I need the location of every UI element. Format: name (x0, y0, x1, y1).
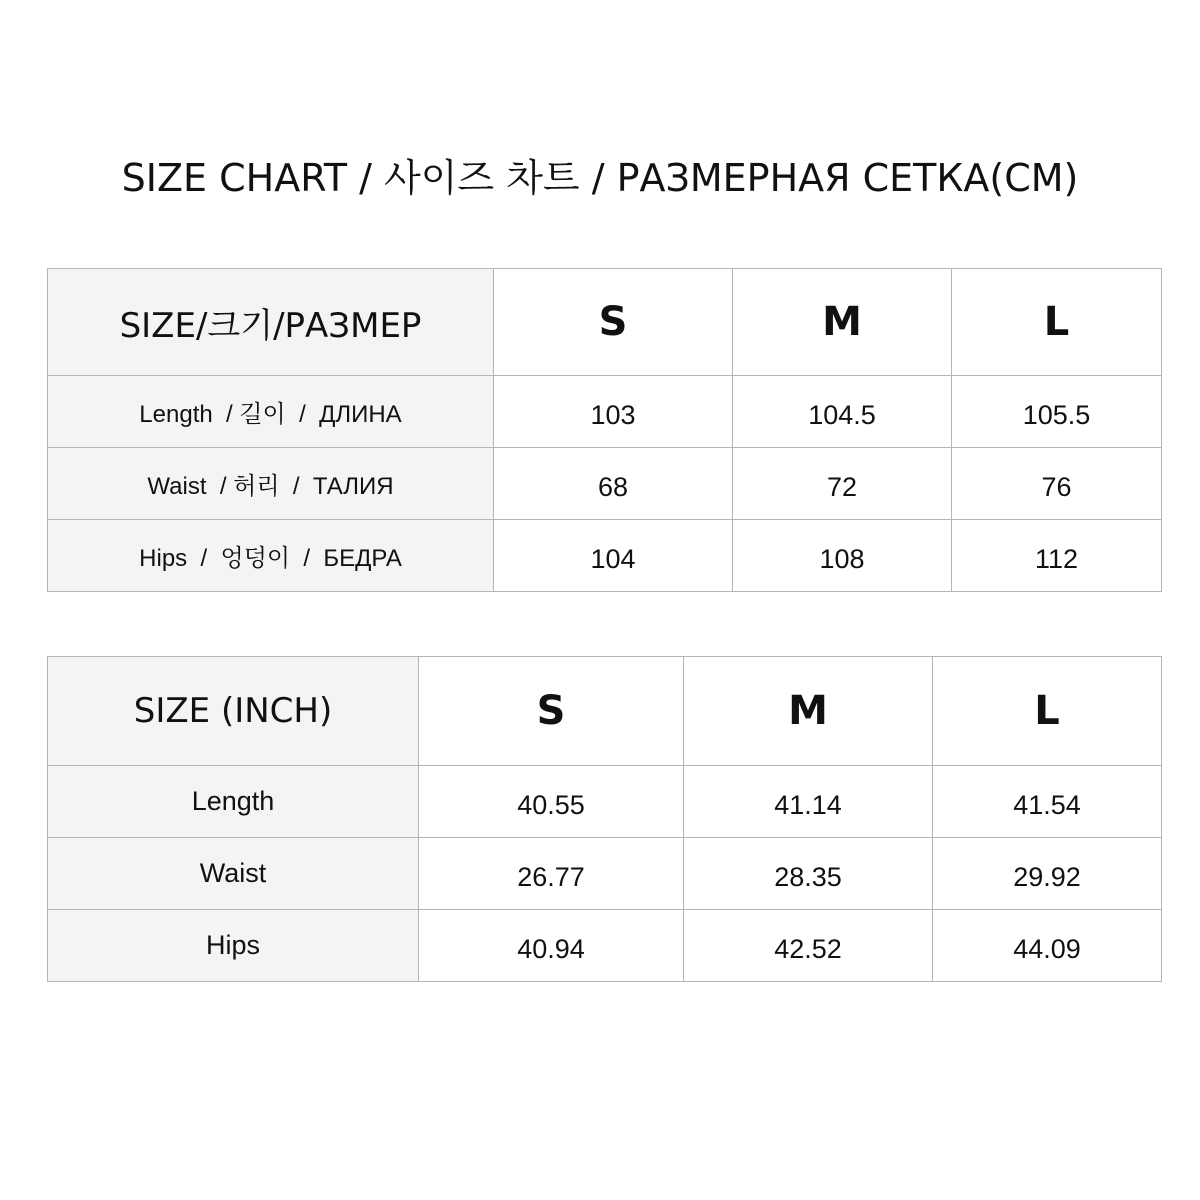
cell-value: 41.54 (1013, 790, 1081, 820)
table-row-waist (48, 448, 1162, 520)
table-cell (733, 376, 952, 448)
table-cell (952, 520, 1162, 592)
table-cell (952, 376, 1162, 448)
row-label-hips: Hips / 엉덩이 / БЕДРА (139, 545, 402, 572)
table-row-hips (48, 520, 1162, 592)
row-label-cell (48, 838, 419, 910)
cell-value: 104.5 (808, 400, 876, 430)
size-label-l: L (1043, 299, 1070, 345)
cell-value: 28.35 (774, 862, 842, 892)
header-label-cell (48, 657, 419, 766)
row-label-cell (48, 766, 419, 838)
size-column-l (933, 657, 1162, 766)
table-cell (733, 448, 952, 520)
size-label-s: S (598, 299, 628, 345)
table-header-row (48, 269, 1162, 376)
table-row-hips (48, 910, 1162, 982)
table-row-length (48, 766, 1162, 838)
row-label-waist: Waist / 허리 / ТАЛИЯ (147, 473, 394, 500)
table-row-waist (48, 838, 1162, 910)
row-label-length: Length / 길이 / ДЛИНА (139, 401, 402, 428)
row-label-cell (48, 448, 494, 520)
row-label-cell (48, 376, 494, 448)
size-column-s (494, 269, 733, 376)
table-cell (933, 910, 1162, 982)
page-title: SIZE CHART / 사이즈 차트 / РАЗМЕРНАЯ СЕТКА(CM) (121, 156, 1079, 200)
cell-value: 40.94 (517, 934, 585, 964)
cell-value: 44.09 (1013, 934, 1081, 964)
table-cell (952, 448, 1162, 520)
cell-value: 29.92 (1013, 862, 1081, 892)
row-label-cell (48, 520, 494, 592)
table-cell (419, 910, 684, 982)
row-label-hips: Hips (205, 930, 260, 960)
cell-value: 112 (1034, 544, 1079, 574)
cell-value: 42.52 (774, 934, 842, 964)
size-label-s: S (536, 688, 566, 734)
table-cell (494, 448, 733, 520)
cell-value: 26.77 (517, 862, 585, 892)
row-label-length: Length (191, 786, 275, 816)
size-chart-cm-table (47, 268, 1162, 592)
table-cell (494, 376, 733, 448)
cell-value: 76 (1041, 472, 1072, 502)
table-row-length (48, 376, 1162, 448)
table-cell (419, 766, 684, 838)
table-cell (419, 838, 684, 910)
table-header-row (48, 657, 1162, 766)
table-cell (684, 910, 933, 982)
header-label-cell (48, 269, 494, 376)
cell-value: 103 (590, 400, 636, 430)
size-column-m (684, 657, 933, 766)
size-column-s (419, 657, 684, 766)
cell-value: 68 (597, 472, 629, 502)
cell-value: 105.5 (1022, 400, 1091, 430)
table-cell (684, 766, 933, 838)
size-column-m (733, 269, 952, 376)
size-label-l: L (1034, 688, 1060, 734)
size-column-l (952, 269, 1162, 376)
table-cell (933, 766, 1162, 838)
table-cell (684, 838, 933, 910)
row-label-cell (48, 910, 419, 982)
size-header-label: SIZE (INCH) (133, 691, 333, 731)
size-label-m: M (822, 299, 862, 345)
size-label-m: M (788, 688, 828, 734)
cell-value: 72 (826, 472, 858, 502)
table-cell (494, 520, 733, 592)
size-header-label: SIZE/크기/РАЗМЕР (119, 305, 422, 346)
cell-value: 108 (819, 544, 865, 574)
table-cell (933, 838, 1162, 910)
cell-value: 104 (590, 544, 636, 574)
size-chart-inch-table (47, 656, 1162, 982)
cell-value: 41.14 (774, 790, 842, 820)
table-cell (733, 520, 952, 592)
row-label-waist: Waist (199, 858, 267, 888)
cell-value: 40.55 (517, 790, 585, 820)
